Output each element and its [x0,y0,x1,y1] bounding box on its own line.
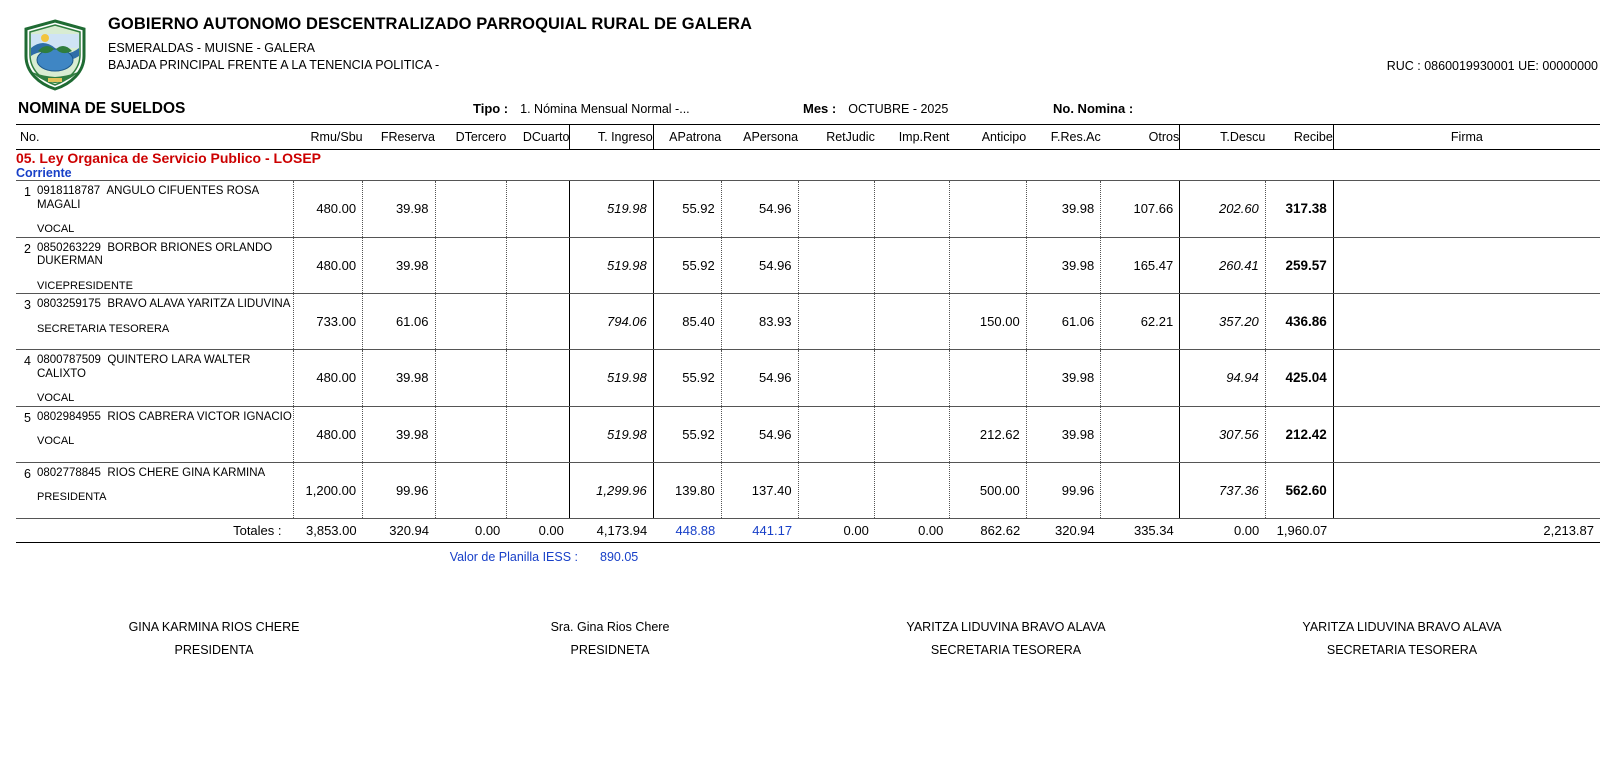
total-retjudic: 0.00 [798,518,875,542]
cell-tingreso: 519.98 [570,181,653,238]
cell-fresac: 39.98 [1026,181,1101,238]
cell-freserva: 99.96 [363,462,435,518]
cell-dtercero [435,462,506,518]
cell-imprent [875,462,950,518]
row-number: 4 [24,354,31,368]
total-otros: 335.34 [1101,518,1180,542]
col-retjudic: RetJudic [798,125,875,150]
cell-retjudic [798,350,875,407]
cell-fresac: 39.98 [1026,406,1101,462]
section-subtitle-row [16,166,1600,181]
cell-fresac: 61.06 [1026,294,1101,350]
table-row [16,294,1600,350]
employee-name: RIOS CHERE GINA KARMINA [107,466,266,479]
cell-apatrona: 55.92 [653,237,721,294]
tipo-label: Tipo : [473,101,509,116]
table-body [16,150,1600,543]
signature-3 [808,616,1204,662]
signature-name: GINA KARMINA RIOS CHERE [128,619,300,634]
total-fresac: 320.94 [1026,518,1101,542]
table-row [16,237,1600,294]
organization-location: ESMERALDAS - MUISNE - GALERA [108,41,315,55]
col-tingreso: T. Ingreso [570,125,653,150]
cell-apatrona: 55.92 [653,406,721,462]
total-tdescu: 1,960.07 [1265,518,1333,542]
mes-field [803,101,1053,116]
col-fresac: F.Res.Ac [1026,125,1101,150]
cell-apersona: 54.96 [721,406,798,462]
cell-dcuarto [506,350,570,407]
cell-dcuarto [506,181,570,238]
col-imprent: Imp.Rent [875,125,950,150]
employee-id: 0800787509 [37,354,101,366]
cell-retjudic [798,406,875,462]
payroll-meta-row [0,92,1616,124]
employee-cell [16,237,294,294]
employee-cell [16,462,294,518]
employee-name: QUINTERO LARA WALTER CALIXTO [37,354,251,380]
cell-firma [1333,294,1600,350]
row-number: 2 [24,241,31,256]
cell-imprent [875,294,950,350]
signature-4 [1204,616,1600,662]
cell-apersona: 54.96 [721,350,798,407]
table-row [16,181,1600,238]
table-header [16,125,1600,150]
signature-name: Sra. Gina Rios Chere [550,619,670,634]
cell-tingreso: 794.06 [570,294,653,350]
col-dtercero: DTercero [435,125,506,150]
cell-imprent [875,181,950,238]
cell-dtercero [435,406,506,462]
total-tingreso: 4,173.94 [570,518,653,542]
cell-dcuarto [506,294,570,350]
employee-role: VOCAL [37,223,75,235]
cell-recibe: 562.60 [1265,462,1333,518]
col-firma: Firma [1333,125,1600,150]
table-row [16,462,1600,518]
signature-role: PRESIDNETA [570,642,650,657]
cell-firma [1333,181,1600,238]
cell-freserva: 39.98 [363,237,435,294]
cell-freserva: 61.06 [363,294,435,350]
employee-role: PRESIDENTA [37,491,107,503]
employee-id: 0802778845 [37,466,101,479]
total-extra: 0.00 [1180,518,1266,542]
table-header-row [16,125,1600,150]
mes-value: OCTUBRE - 2025 [848,102,949,116]
employee-cell [16,406,294,462]
col-dcuarto: DCuarto [506,125,570,150]
totals-label: Totales : [16,518,294,542]
cell-recibe: 436.86 [1265,294,1333,350]
total-apatrona: 448.88 [653,518,721,542]
cell-otros: 165.47 [1101,237,1180,294]
employee-role: SECRETARIA TESORERA [37,322,170,335]
cell-tdescu: 202.60 [1180,181,1266,238]
cell-recibe: 259.57 [1265,237,1333,294]
col-anticipo: Anticipo [949,125,1026,150]
cell-recibe: 212.42 [1265,406,1333,462]
employee-id: 0803259175 [37,298,101,310]
cell-fresac: 39.98 [1026,350,1101,407]
cell-apersona: 54.96 [721,237,798,294]
row-number: 1 [24,185,31,199]
cell-retjudic [798,237,875,294]
cell-otros [1101,462,1180,518]
cell-firma [1333,406,1600,462]
signature-role: PRESIDENTA [174,642,254,657]
iess-value: 890.05 [600,549,639,564]
cell-otros [1101,350,1180,407]
cell-tdescu: 737.36 [1180,462,1266,518]
mes-label: Mes : [803,101,837,116]
cell-tdescu: 357.20 [1180,294,1266,350]
cell-retjudic [798,181,875,238]
cell-dtercero [435,294,506,350]
cell-dtercero [435,181,506,238]
col-recibe: Recibe [1265,125,1333,150]
cell-dcuarto [506,406,570,462]
coat-of-arms-icon [18,18,92,92]
page-title: NOMINA DE SUELDOS [18,100,186,117]
col-otros: Otros [1101,125,1180,150]
cell-otros [1101,406,1180,462]
document-header [0,0,1616,92]
cell-tdescu: 260.41 [1180,237,1266,294]
cell-freserva: 39.98 [363,181,435,238]
cell-imprent [875,237,950,294]
cell-imprent [875,350,950,407]
cell-firma [1333,350,1600,407]
cell-tingreso: 519.98 [570,350,653,407]
cell-apatrona: 55.92 [653,181,721,238]
employee-name: BRAVO ALAVA YARITZA LIDUVINA [107,298,291,310]
total-anticipo: 862.62 [949,518,1026,542]
cell-recibe: 425.04 [1265,350,1333,407]
totals-row [16,518,1600,542]
total-apersona: 441.17 [721,518,798,542]
signature-name: YARITZA LIDUVINA BRAVO ALAVA [906,619,1106,634]
employee-id: 0802984955 [37,410,101,423]
col-rmu: Rmu/Sbu [294,125,363,150]
iess-label: Valor de Planilla IESS : [449,549,578,564]
employee-role: VOCAL [37,435,75,447]
row-number: 3 [24,298,31,312]
table-row [16,350,1600,407]
organization-title: GOBIERNO AUTONOMO DESCENTRALIZADO PARROQUIAL RURAL DE GALERA [108,15,753,33]
cell-firma [1333,237,1600,294]
cell-anticipo: 212.62 [949,406,1026,462]
cell-fresac: 39.98 [1026,237,1101,294]
payroll-table [16,124,1600,543]
cell-firma [1333,462,1600,518]
total-rmu: 3,853.00 [294,518,363,542]
header-text-block [92,14,1600,74]
cell-anticipo [949,237,1026,294]
signature-role: SECRETARIA TESORERA [930,642,1082,657]
total-recibe: 2,213.87 [1333,518,1600,542]
cell-recibe: 317.38 [1265,181,1333,238]
cell-fresac: 99.96 [1026,462,1101,518]
signature-2 [412,616,808,662]
cell-retjudic [798,294,875,350]
cell-anticipo: 500.00 [949,462,1026,518]
cell-rmu: 480.00 [294,406,363,462]
cell-rmu: 1,200.00 [294,462,363,518]
ruc-ue-text: RUC : 0860019930001 UE: 00000000 [1386,59,1598,73]
cell-apersona: 54.96 [721,181,798,238]
cell-rmu: 733.00 [294,294,363,350]
organization-address: BAJADA PRINCIPAL FRENTE A LA TENENCIA POLITICA - [108,58,440,72]
tipo-value: 1. Nómina Mensual Normal -... [520,102,690,116]
employee-cell [16,350,294,407]
cell-tdescu: 94.94 [1180,350,1266,407]
total-freserva: 320.94 [363,518,435,542]
cell-apersona: 137.40 [721,462,798,518]
cell-otros: 62.21 [1101,294,1180,350]
section-title: 05. Ley Organica de Servicio Publico - LOSEP [16,150,321,166]
cell-anticipo [949,181,1026,238]
cell-rmu: 480.00 [294,181,363,238]
col-freserva: FReserva [363,125,435,150]
total-imprent: 0.00 [875,518,950,542]
cell-freserva: 39.98 [363,350,435,407]
col-no: No. [16,125,294,150]
row-number: 6 [24,466,31,481]
nomina-number-field [1053,101,1600,116]
employee-name: RIOS CABRERA VICTOR IGNACIO [107,410,292,423]
employee-name: ANGULO CIFUENTES ROSA MAGALI [37,185,259,211]
signature-1 [16,616,412,662]
cell-anticipo [949,350,1026,407]
cell-retjudic [798,462,875,518]
row-number: 5 [24,410,31,425]
cell-tingreso: 519.98 [570,406,653,462]
employee-id: 0850263229 [37,241,101,254]
cell-dtercero [435,350,506,407]
signature-name: YARITZA LIDUVINA BRAVO ALAVA [1302,619,1502,634]
cell-dcuarto [506,462,570,518]
cell-freserva: 39.98 [363,406,435,462]
tipo-field [473,101,803,116]
section-title-row [16,150,1600,167]
nomina-number-label: No. Nomina : [1053,101,1134,116]
cell-tingreso: 1,299.96 [570,462,653,518]
cell-apatrona: 85.40 [653,294,721,350]
cell-rmu: 480.00 [294,237,363,294]
cell-rmu: 480.00 [294,350,363,407]
employee-role: VICEPRESIDENTE [37,279,133,292]
employee-cell [16,294,294,350]
col-apersona: APersona [721,125,798,150]
cell-dcuarto [506,237,570,294]
cell-imprent [875,406,950,462]
employee-name: BORBOR BRIONES ORLANDO DUKERMAN [37,241,273,267]
employee-id: 0918118787 [37,185,101,197]
cell-anticipo: 150.00 [949,294,1026,350]
col-tdescu: T.Descu [1180,125,1266,150]
employee-role: VOCAL [37,392,75,404]
table-row [16,406,1600,462]
cell-tdescu: 307.56 [1180,406,1266,462]
iess-row [0,543,1616,564]
cell-tingreso: 519.98 [570,237,653,294]
section-subtitle: Corriente [16,166,72,180]
cell-dtercero [435,237,506,294]
signature-block [0,564,1616,662]
cell-apatrona: 55.92 [653,350,721,407]
cell-otros: 107.66 [1101,181,1180,238]
cell-apatrona: 139.80 [653,462,721,518]
total-dtercero: 0.00 [435,518,506,542]
col-apatrona: APatrona [653,125,721,150]
signature-role: SECRETARIA TESORERA [1326,642,1478,657]
total-dcuarto: 0.00 [506,518,570,542]
employee-cell [16,181,294,238]
cell-apersona: 83.93 [721,294,798,350]
